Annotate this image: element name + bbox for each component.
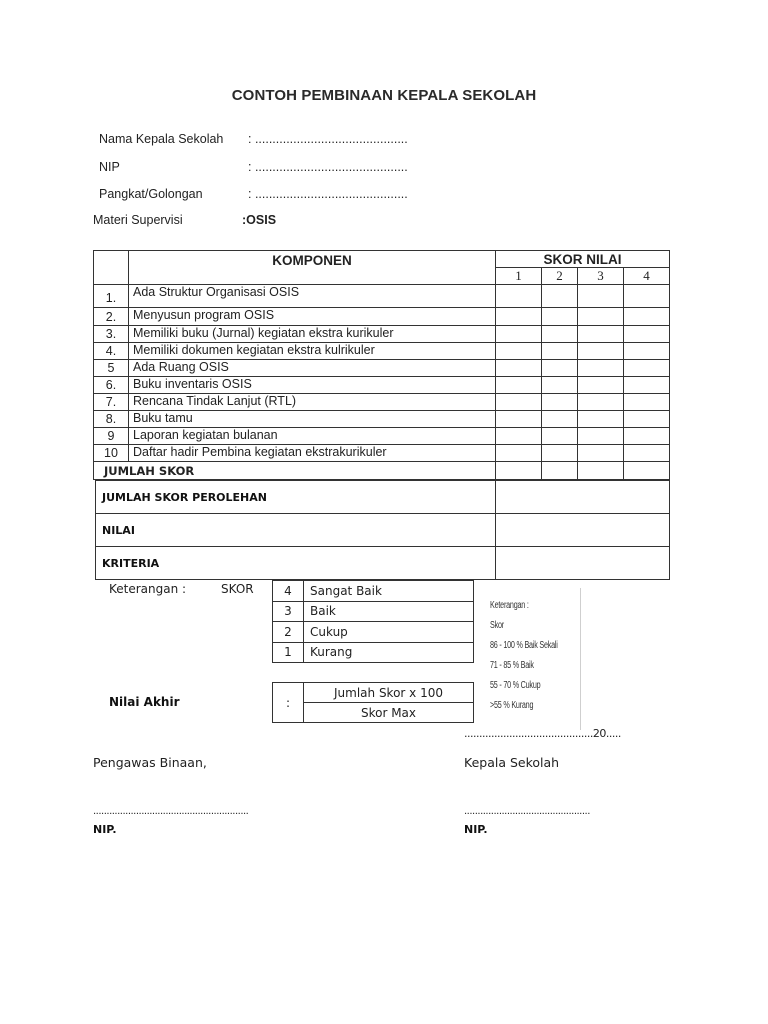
legend-line: >55 % Kurang <box>490 700 534 711</box>
score-cell-3[interactable] <box>578 411 624 428</box>
summary-value[interactable] <box>496 514 670 547</box>
scale-label: Baik <box>304 601 474 622</box>
score-cell-3[interactable] <box>578 445 624 462</box>
legend-line: 86 - 100 % Baik Sekali <box>490 640 558 651</box>
summary-row-kriteria <box>96 547 670 580</box>
score-cell-2[interactable] <box>542 411 578 428</box>
legend-line: Skor <box>490 620 504 631</box>
score-cell-3[interactable] <box>578 326 624 343</box>
row-number: 4. <box>94 343 129 360</box>
row-komponen: Ada Struktur Organisasi OSIS <box>129 285 496 308</box>
table-row <box>94 445 670 462</box>
score-cell-2[interactable] <box>542 377 578 394</box>
score-cell-2[interactable] <box>542 285 578 308</box>
score-cell-1[interactable] <box>496 394 542 411</box>
formula-denominator: Skor Max <box>304 703 474 723</box>
field-value-pangkat[interactable]: : ............................................ <box>248 187 408 201</box>
row-number: 8. <box>94 411 129 428</box>
score-cell-4[interactable] <box>624 343 670 360</box>
total-row <box>94 462 670 480</box>
score-cell-1[interactable] <box>496 285 542 308</box>
score-cell-3[interactable] <box>578 394 624 411</box>
score-cell-1[interactable] <box>496 326 542 343</box>
summary-table <box>95 480 670 580</box>
pengawas-name-line[interactable]: .......................................................... <box>93 806 249 817</box>
scale-score: 2 <box>273 622 304 643</box>
header-score-1: 1 <box>496 268 542 285</box>
summary-label: JUMLAH SKOR PEROLEHAN <box>96 481 496 514</box>
header-score-4: 4 <box>624 268 670 285</box>
score-cell-1[interactable] <box>496 343 542 360</box>
score-cell-3[interactable] <box>578 360 624 377</box>
field-label-nama: Nama Kepala Sekolah <box>99 132 224 146</box>
score-cell-4[interactable] <box>624 360 670 377</box>
header-score-2: 2 <box>542 268 578 285</box>
score-cell-1[interactable] <box>496 445 542 462</box>
table-row <box>94 360 670 377</box>
score-cell-2[interactable] <box>542 394 578 411</box>
scale-label: Kurang <box>304 642 474 663</box>
scoring-table <box>93 250 670 480</box>
legend-line: Keterangan : <box>490 600 529 611</box>
row-number: 3. <box>94 326 129 343</box>
document-title: CONTOH PEMBINAAN KEPALA SEKOLAH <box>231 87 537 104</box>
table-row <box>94 394 670 411</box>
scale-row <box>273 622 474 643</box>
score-cell-4[interactable] <box>624 411 670 428</box>
table-row <box>94 411 670 428</box>
table-row <box>94 377 670 394</box>
scale-label: Sangat Baik <box>304 581 474 602</box>
pengawas-nip: NIP. <box>93 823 117 836</box>
summary-value[interactable] <box>496 547 670 580</box>
scale-score: 1 <box>273 642 304 663</box>
score-cell-4[interactable] <box>624 445 670 462</box>
materi-label: Materi Supervisi <box>93 213 183 227</box>
scale-row <box>273 581 474 602</box>
score-cell-3[interactable] <box>578 285 624 308</box>
row-komponen: Rencana Tindak Lanjut (RTL) <box>129 394 496 411</box>
score-cell-4[interactable] <box>624 428 670 445</box>
row-number: 9 <box>94 428 129 445</box>
header-no <box>94 251 129 285</box>
row-komponen: Ada Ruang OSIS <box>129 360 496 377</box>
row-komponen: Laporan kegiatan bulanan <box>129 428 496 445</box>
score-cell-4[interactable] <box>624 308 670 326</box>
nilai-akhir-label: Nilai Akhir <box>109 695 180 709</box>
score-cell-3[interactable] <box>578 308 624 326</box>
score-cell-2[interactable] <box>542 326 578 343</box>
score-cell-1[interactable] <box>496 377 542 394</box>
legend-divider <box>580 588 581 730</box>
score-cell-4[interactable] <box>624 326 670 343</box>
row-number: 2. <box>94 308 129 326</box>
formula-numerator: Jumlah Skor x 100 <box>304 683 474 703</box>
score-cell-1[interactable] <box>496 360 542 377</box>
field-value-nip[interactable]: : ............................................ <box>248 160 408 174</box>
score-cell-2[interactable] <box>542 343 578 360</box>
nilai-akhir-formula <box>272 682 474 723</box>
field-value-nama[interactable]: : ............................................ <box>248 132 408 146</box>
header-komponen: KOMPONEN <box>129 251 496 285</box>
table-row <box>94 428 670 445</box>
row-komponen: Memiliki dokumen kegiatan ekstra kulrikuler <box>129 343 496 360</box>
summary-label: KRITERIA <box>96 547 496 580</box>
row-komponen: Memiliki buku (Jurnal) kegiatan ekstra kurikuler <box>129 326 496 343</box>
row-number: 10 <box>94 445 129 462</box>
legend-line: 71 - 85 % Baik <box>490 660 534 671</box>
table-row <box>94 285 670 308</box>
row-komponen: Buku inventaris OSIS <box>129 377 496 394</box>
score-cell-3[interactable] <box>578 377 624 394</box>
scale-row <box>273 601 474 622</box>
score-scale-table <box>272 580 474 663</box>
row-komponen: Daftar hadir Pembina kegiatan ekstrakurikuler <box>129 445 496 462</box>
scale-label: Cukup <box>304 622 474 643</box>
criteria-legend <box>490 596 558 716</box>
total-label: JUMLAH SKOR <box>94 462 496 480</box>
table-row <box>94 343 670 360</box>
formula-colon: : <box>273 683 304 723</box>
score-cell-3[interactable] <box>578 343 624 360</box>
score-cell-2[interactable] <box>542 445 578 462</box>
score-cell-1[interactable] <box>496 308 542 326</box>
header-skor-nilai: SKOR NILAI <box>496 251 670 268</box>
row-number: 5 <box>94 360 129 377</box>
row-komponen: Buku tamu <box>129 411 496 428</box>
total-cell-2[interactable] <box>542 462 578 480</box>
score-cell-4[interactable] <box>624 394 670 411</box>
scale-row <box>273 642 474 663</box>
table-row <box>94 308 670 326</box>
score-cell-1[interactable] <box>496 411 542 428</box>
kepala-sekolah-name-line[interactable]: ............................................... <box>464 806 590 817</box>
score-cell-3[interactable] <box>578 428 624 445</box>
row-number: 7. <box>94 394 129 411</box>
score-cell-2[interactable] <box>542 360 578 377</box>
scale-score: 3 <box>273 601 304 622</box>
row-number: 1. <box>94 285 129 308</box>
legend-line: 55 - 70 % Cukup <box>490 680 541 691</box>
summary-value[interactable] <box>496 481 670 514</box>
pengawas-role: Pengawas Binaan, <box>93 755 207 770</box>
total-cell-4[interactable] <box>624 462 670 480</box>
field-label-pangkat: Pangkat/Golongan <box>99 187 203 201</box>
date-line[interactable]: ...........................................20..... <box>464 727 621 740</box>
materi-value: :OSIS <box>242 213 277 227</box>
summary-row-jumlah <box>96 481 670 514</box>
kepala-sekolah-role: Kepala Sekolah <box>464 755 560 770</box>
header-score-3: 3 <box>578 268 624 285</box>
kepala-sekolah-nip: NIP. <box>464 823 488 836</box>
summary-row-nilai <box>96 514 670 547</box>
total-cell-3[interactable] <box>578 462 624 480</box>
score-cell-4[interactable] <box>624 285 670 308</box>
field-label-nip: NIP <box>99 160 120 174</box>
score-cell-2[interactable] <box>542 308 578 326</box>
score-cell-1[interactable] <box>496 428 542 445</box>
score-cell-2[interactable] <box>542 428 578 445</box>
skor-label: SKOR <box>221 582 254 596</box>
score-cell-4[interactable] <box>624 377 670 394</box>
summary-label: NILAI <box>96 514 496 547</box>
row-komponen: Menyusun program OSIS <box>129 308 496 326</box>
total-cell-1[interactable] <box>496 462 542 480</box>
scale-score: 4 <box>273 581 304 602</box>
keterangan-label: Keterangan : <box>109 582 187 596</box>
row-number: 6. <box>94 377 129 394</box>
table-row <box>94 326 670 343</box>
